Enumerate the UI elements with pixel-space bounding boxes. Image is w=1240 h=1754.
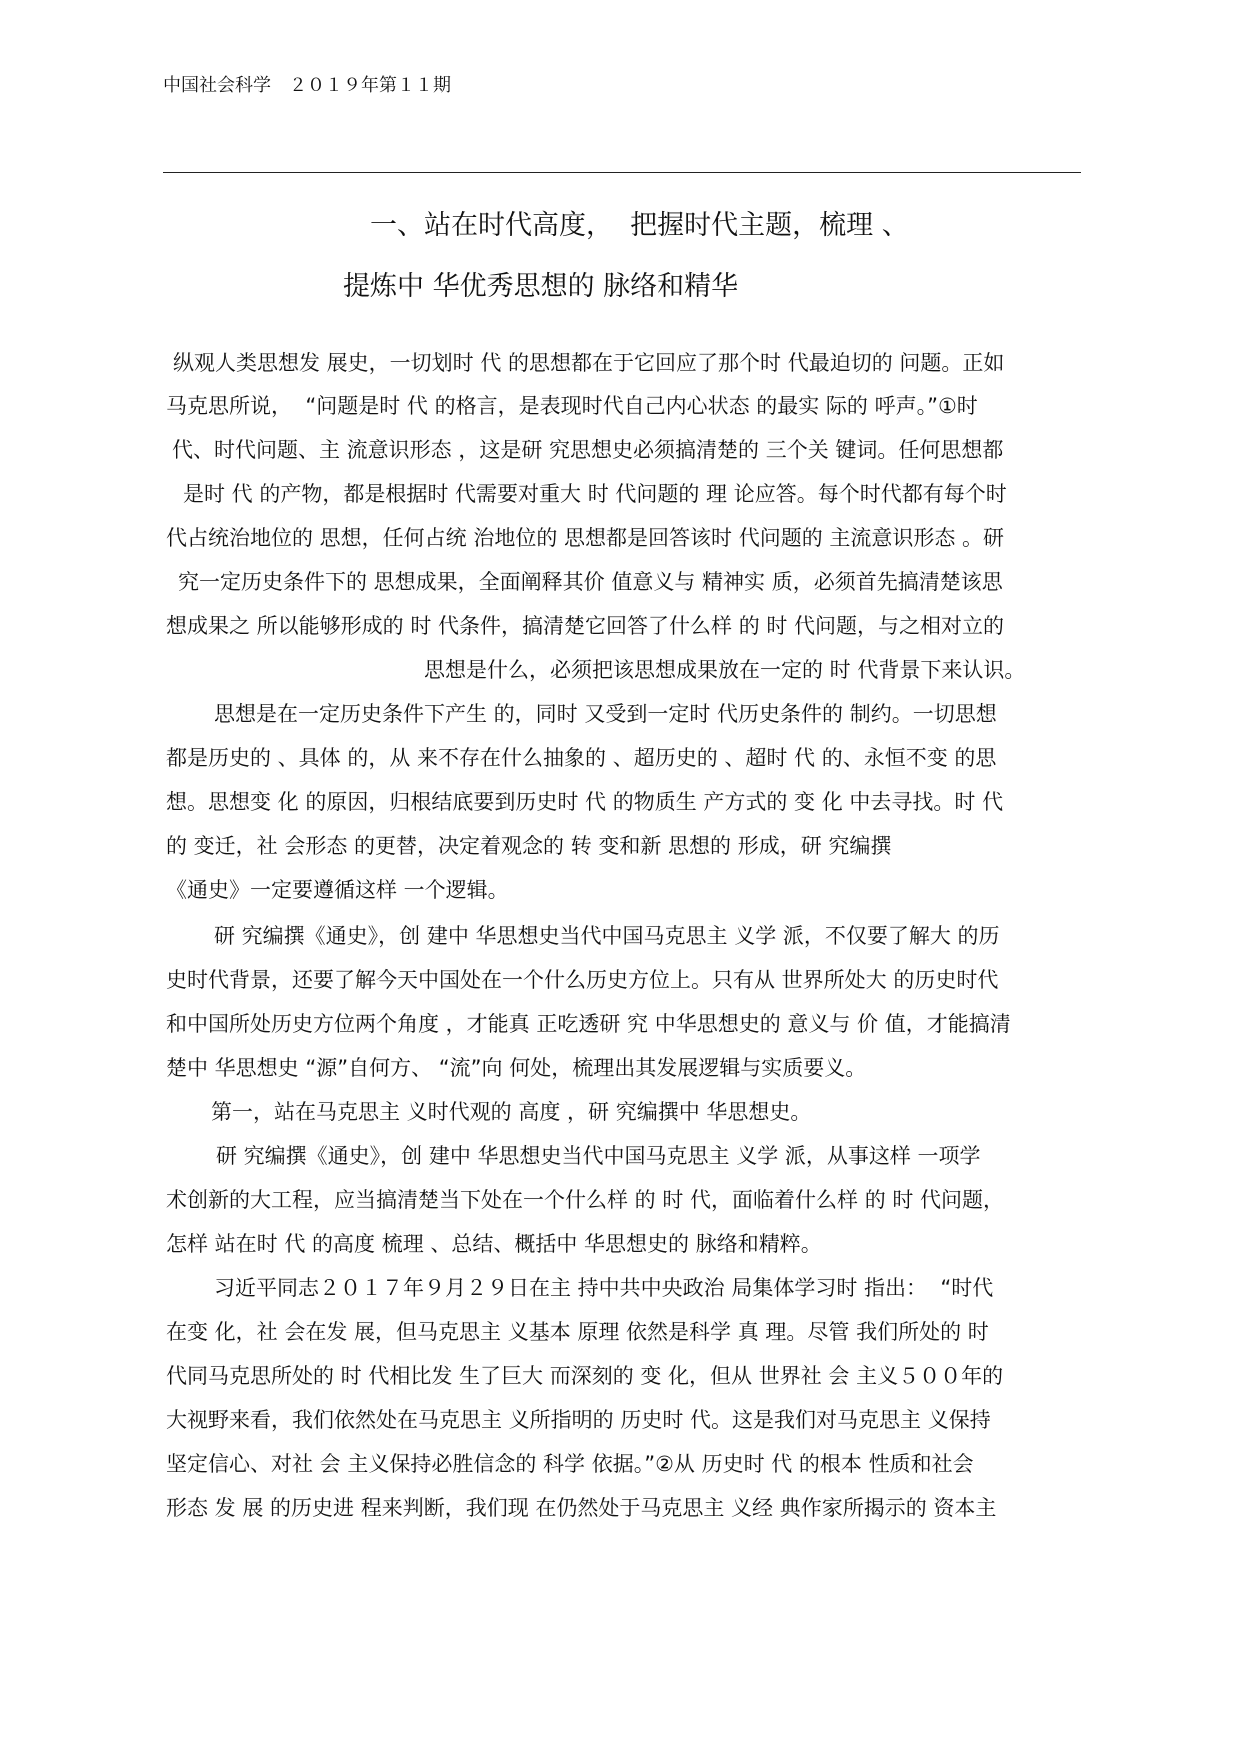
body-text-line: 术创新的大工程，应当搞清楚当下处在一个什么样 的 时 代，面临着什么样 的 时 代问题，: [166, 1188, 1005, 1212]
body-text-line: 是时 代 的产物，都是根据时 代需要对重大 时 代问题的 理 论应答。每个时代都有每个时: [183, 482, 1007, 506]
body-text-line: 《通史》一定要遵循这样 一个逻辑。: [166, 878, 509, 902]
body-text-line: 马克思所说， “问题是时 代 的格言，是表现时代自己内心状态 的最实 际的 呼声。”①时: [166, 394, 978, 418]
body-text-line: 都是历史的 、具体 的，从 来不存在什么抽象的 、超历史的 、超时 代 的、永恒不变 的思: [166, 746, 997, 770]
body-text-line: 和中国所处历史方位两个角度 ，才能真 正吃透研 究 中华思想史的 意义与 价 值，才能搞清: [166, 1012, 1011, 1036]
body-text-line: 究一定历史条件下的 思想成果，全面阐释其价 值意义与 精神实 质，必须首先搞清楚该思: [178, 570, 1003, 594]
body-text-line: 代同马克思所处的 时 代相比发 生了巨大 而深刻的 变 化，但从 世界社 会 主义５００年的: [166, 1364, 1004, 1388]
body-text-line: 习近平同志２０１７年９月２９日在主 持中共中央政治 局集体学习时 指出： “时代: [214, 1276, 994, 1300]
body-text-line: 楚中 华思想史 “源”自何方、 “流”向 何处，梳理出其发展逻辑与实质要义。: [166, 1056, 867, 1080]
body-text-line: 思想是什么，必须把该思想成果放在一定的 时 代背景下来认识。: [424, 658, 1026, 682]
body-text-line: 坚定信心、对社 会 主义保持必胜信念的 科学 依据。”②从 历史时 代 的根本 性质和社会: [166, 1452, 974, 1476]
body-text-line: 代占统治地位的 思想，任何占统 治地位的 思想都是回答该时 代问题的 主流意识形态 。研: [166, 526, 1005, 550]
body-text-line: 怎样 站在时 代 的高度 梳理 、总结、概括中 华思想史的 脉络和精粹。: [166, 1232, 822, 1256]
body-text-line: 研 究编撰《通史》，创 建中 华思想史当代中国马克思主 义学 派，不仅要了解大 的历: [214, 924, 1000, 948]
journal-header: 中国社会科学 ２０１９年第１１期: [163, 75, 451, 96]
body-text-line: 思想是在一定历史条件下产生 的，同时 又受到一定时 代历史条件的 制约。一切思想: [214, 702, 997, 726]
body-text-line: 大视野来看，我们依然处在马克思主 义所指明的 历史时 代。这是我们对马克思主 义保持: [166, 1408, 991, 1432]
body-text-line: 史时代背景，还要了解今天中国处在一个什么历史方位上。只有从 世界所处大 的历史时代: [166, 968, 999, 992]
body-text-line: 纵观人类思想发 展史，一切划时 代 的思想都在于它回应了那个时 代最迫切的 问题。正如: [173, 351, 1005, 375]
body-text-line: 形态 发 展 的历史进 程来判断，我们现 在仍然处于马克思主 义经 典作家所揭示的 资本主: [166, 1496, 997, 1520]
body-text-line: 的 变迁，社 会形态 的更替，决定着观念的 转 变和新 思想的 形成，研 究编撰: [166, 834, 892, 858]
body-text-line: 代、时代问题、主 流意识形态 ，这是研 究思想史必须搞清楚的 三个关 键词。任何思想都: [172, 438, 1004, 462]
header-divider: [163, 172, 1081, 173]
body-text-line: 在变 化，社 会在发 展，但马克思主 义基本 原理 依然是科学 真 理。尽管 我们所处的 时: [166, 1320, 989, 1344]
body-text-line: 想。思想变 化 的原因，归根结底要到历史时 代 的物质生 产方式的 变 化 中去寻找。时 代: [166, 790, 1004, 814]
body-text-line: 研 究编撰《通史》，创 建中 华思想史当代中国马克思主 义学 派，从事这样 一项学: [216, 1144, 981, 1168]
body-text-line: 想成果之 所以能够形成的 时 代条件，搞清楚它回答了什么样 的 时 代问题，与之相对立的: [166, 614, 1005, 638]
section-title-line-2: 提炼中 华优秀思想的 脉络和精华: [343, 271, 739, 302]
section-title-line-1: 一、站在时代高度， 把握时代主题，梳理 、: [370, 210, 909, 241]
body-text-line: 第一，站在马克思主 义时代观的 高度 ，研 究编撰中 华思想史。: [211, 1100, 812, 1124]
